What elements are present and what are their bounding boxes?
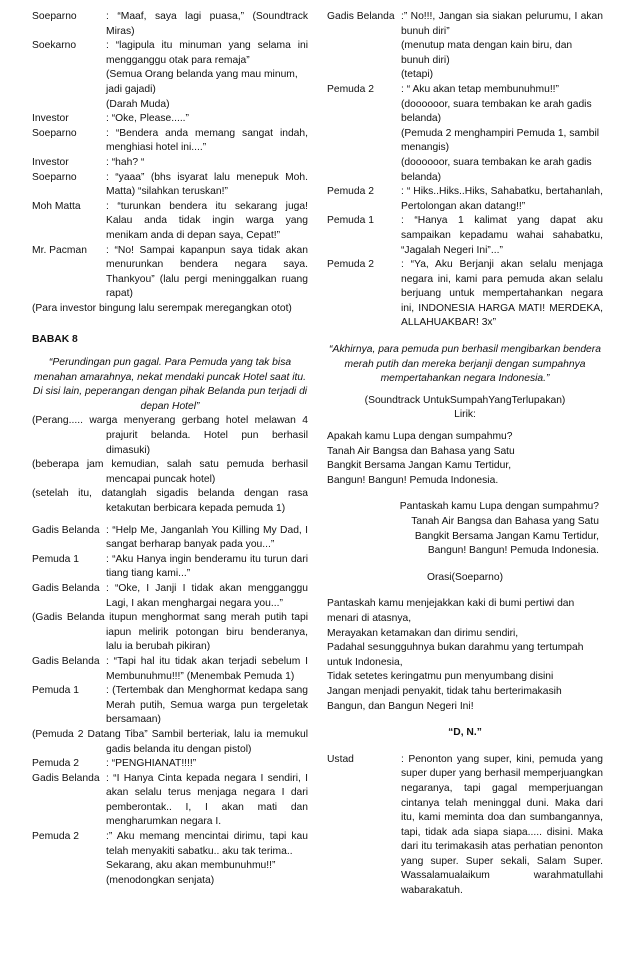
speaker-name: Pemuda 2 [327,186,374,198]
dialogue-text: : “Oke, Please.....” [106,113,189,125]
speaker-name: Pemuda 1 [327,215,374,227]
dialogue-text: : “PENGHIANAT!!!!” [106,758,197,770]
speaker-name: Gadis Belanda [32,772,100,784]
dialogue-line [32,200,308,244]
orasi-line: Jangan menjadi penyakit, tidak tahu berterimakasih [327,685,562,697]
dialogue-text: :” Aku memang mencintai dirimu, tapi kau telah menyakiti sabatku.. aku tak terima.. [106,831,308,857]
dialogue-line [327,258,603,331]
stage-direction: (doooooor, suara tembakan ke arah gadis belanda) [401,156,592,183]
speaker-name: Pemuda 2 [327,259,374,271]
stage-direction: (Para investor bingung lalu serempak meregangkan otot) [32,302,292,314]
scene-heading: BABAK 8 [32,334,78,346]
dialogue-text: : “Maaf, saya lagi puasa,” (Soundtrack Miras) [106,11,308,37]
dialogue-text: : “ Aku akan tetap membunuhmu!!” [401,83,559,95]
stage-direction: Sekarang, aku akan membunuhmu!!” [106,860,276,872]
speaker-name: Investor [32,156,69,168]
orasi-line: Pantaskah kamu menjejakkan kaki di bumi pertiwi dan [327,598,575,610]
speaker-name: Pemuda 2 [32,758,79,770]
section-title: “D, N.” [448,727,482,739]
dialogue-line [32,772,308,830]
speaker-name: Soekarno [32,40,77,52]
speaker-name: Gadis Belanda [327,11,395,22]
lyric-line: Bangkit Bersama Jangan Kamu Tertidur, [327,460,512,472]
dialogue-text: : “ Hiks..Hiks..Hiks, Sahabatku, bertahanlah, Pertolongan akan datang!!” [401,186,603,212]
speaker-name: Pemuda 1 [32,685,79,697]
spacer [327,331,603,343]
speaker-name: Soeparno [32,11,77,22]
spacer [327,387,603,394]
lyric-line: Bangkit Bersama Jangan Kamu Tertidur, [414,530,599,542]
dialogue-line [32,830,308,859]
speaker-name: Ustad [327,753,354,765]
orasi-title: Orasi(Soeparno) [426,571,504,583]
speaker-name: Pemuda 2 [327,83,374,95]
dialogue-text: : “lagipula itu minuman yang selama ini mengganggu otak para remaja” [106,40,308,66]
dialogue-text: : “hah? “ [106,156,145,168]
lyrics-label: Lirik: [454,409,476,421]
dialogue-text: : “turunkan bendera itu sekarang juga! Kalau anda tidak ingin warga yang menikam anda di depan saya, Cepat!” [106,200,308,241]
dialogue-line [32,10,308,39]
orasi-line: untuk Indonesia, [327,656,403,668]
speaker-name: Pemuda 2 [32,831,79,843]
narration: “Akhirnya, para pemuda pun berhasil mengibarkan bendera merah putih dan mereka berjanji dengan sumpahnya mempertahankan negara Indonesia.” [329,344,601,385]
dialogue-line [32,39,308,68]
spacer [32,517,308,524]
speaker-name: Investor [32,113,69,125]
stage-direction: (Perang..... warga menyerang gerbang hotel melawan 4 prajurit belanda. Hotel pun berhasil dimasuki) [32,415,308,456]
dialogue-line [32,244,308,302]
dialogue-text: :” No!!!, Jangan sia siakan pelurumu, I akan bunuh diri” [401,11,603,37]
dialogue-text: : “yaaa” (bhs isyarat lalu menepuk Moh. Matta) “silahkan teruskan!” [106,171,308,198]
dialogue-text: : “Hanya 1 kalimat yang dapat aku sampaikan kepadamu wahai sahabatku, “Jagalah Negeri Ini”...” [401,215,603,256]
dialogue-text: : “No! Sampai kapanpun saya tidak akan menurunkan bendera negara saya. Thankyou” (lalu pergi meninggalkan ruang rapat) [106,244,308,300]
dialogue-text: : “Help Me, Janganlah You Killing My Dad, I sangat berharap banyak pada you...” [106,524,308,551]
dialogue-text: : Penonton yang super, kini, pemuda yang super duper yang berhasil memperjuangkan negaranya, tapi gagal memperjuangan cintanya telah meninggal duni. Maka dari itu, kami meminta doa dan sumbangannya, tapi, tidak ada siapa siapa..... disini. Maka dari itu terimakasih atas perhatian penonton yang super. Super sekali, Salam Super. Wassalamualaikum warahmatullahi wabarakatuh. [401,753,603,897]
stage-direction: (menutup mata dengan kain biru, dan bunuh diri) [401,40,573,66]
dialogue-line [32,684,308,728]
dialogue-line [32,582,308,611]
stage-direction: (Pemuda 2 menghampiri Pemuda 1, sambil menangis) [401,127,600,154]
stage-direction: (beberapa jam kemudian, salah satu pemuda berhasil mencapai puncak hotel) [32,459,308,485]
dialogue-text: : (Tertembak dan Menghormat kedapa sang Merah putih, Semua warga pun tergeletak bersamaan) [106,685,308,726]
speaker-name: Moh Matta [32,200,81,212]
dialogue-line [327,185,603,214]
dialogue-line [327,10,603,39]
spacer [32,316,308,323]
lyric-line: Tanah Air Bangsa dan Bahasa yang Satu [327,445,515,457]
right-column [327,10,603,899]
lyric-line: Pantaskah kamu Lupa dengan sumpahmu? [399,501,599,513]
speaker-name: Gadis Belanda [32,655,100,667]
orasi-line: Bangun, dan Bangun Negeri Ini! [327,700,474,712]
dialogue-line [327,214,603,258]
spacer [327,488,603,500]
left-column [32,10,308,888]
dialogue-text: : “Ya, Aku Berjanji akan selalu menjaga negara ini, kami para pemuda akan selalu berjuang untuk mempertahankan negara ini, INDONESIA HARGA MATI! MERDEKA, ALLAHUAKBAR! 3x” [401,259,603,329]
orasi-line: Merayakan ketamakan dan dirimu sendiri, [327,627,519,639]
lyric-line: Bangun! Bangun! Pemuda Indonesia. [327,474,499,486]
dialogue-line [32,171,308,200]
dialogue-text: : “Oke, I Janji I tidak akan mengganggu Lagi, I akan menghargai negara you...” [106,582,308,609]
narration: “Perundingan pun gagal. Para Pemuda yang tak bisa menahan amarahnya, nekat mendaki puncak Hotel saat itu. Di sisi lain, peperangan dengan pihak Belanda pun terjadi di depan Hotel” [32,357,308,412]
spacer [327,559,603,571]
dialogue-line [32,757,308,772]
dialogue-text: : “Bendera anda memang sangat indah, menghiasi hotel ini....” [106,127,308,154]
orasi-line: Tidak setetes keringatmu pun menyumbang disini [327,671,554,683]
dialogue-line [32,655,308,684]
spacer [327,741,603,753]
soundtrack-title: (Soundtrack UntukSumpahYangTerlupakan) [364,394,566,406]
dialogue-line [32,112,308,127]
dialogue-line [32,127,308,156]
dialogue-text: : “Tapi hal itu tidak akan terjadi sebelum I Membunuhmu!!!” (Menembak Pemuda 1) [106,655,308,682]
speaker-name: Gadis Belanda [32,582,100,594]
speaker-name: Gadis Belanda [32,524,100,536]
lyric-line: Tanah Air Bangsa dan Bahasa yang Satu [411,516,599,527]
spacer [327,585,603,597]
stage-direction: (Pemuda 2 Datang Tiba” Sambil berteriak, lalu ia memukul gadis belanda itu dengan pistol) [32,728,308,755]
lyric-line: Bangun! Bangun! Pemuda Indonesia. [427,545,599,557]
lyrics-verse-2 [327,500,603,558]
speaker-name: Pemuda 1 [32,553,79,565]
dialogue-line [32,524,308,553]
dialogue-line [32,553,308,582]
orasi-line: menari di atasnya, [327,612,412,624]
spacer [327,714,603,726]
stage-direction: (Semua Orang belanda yang mau minum, jadi gajadi) [106,69,298,95]
stage-direction: (doooooor, suara tembakan ke arah gadis belanda) [401,98,592,125]
dialogue-line [32,156,308,171]
dialogue-text: : “I Hanya Cinta kepada negara I sendiri, I akan selalu terus menjaga negara I dari pemberontak.. I, I akan mati dan mengharumkan negara I. [106,772,308,828]
speaker-name: Mr. Pacman [32,244,87,256]
lyric-line: Apakah kamu Lupa dengan sumpahmu? [327,431,513,443]
stage-direction: (Darah Muda) [106,98,170,110]
stage-direction: (menodongkan senjata) [106,874,215,886]
stage-direction: (tetapi) [401,69,434,81]
dialogue-text: : “Aku Hanya ingin benderamu itu turun dari tiang tiang kami...” [106,553,308,580]
orasi-line: Padahal sesungguhnya bukan darahmu yang tertumpah [327,642,584,654]
dialogue-line [327,753,603,899]
dialogue-line [327,83,603,98]
speaker-name: Soeparno [32,127,77,139]
stage-direction: (setelah itu, datanglah sigadis belanda dengan rasa ketakutan berbicara kepada pemuda 1) [32,488,308,514]
spacer [327,423,603,430]
stage-direction: (Gadis Belanda itupun menghormat sang merah putih tapi iapun melirik potongan biru benderanya, lalu ia berubah pikiran) [32,612,308,653]
speaker-name: Soeparno [32,171,77,183]
